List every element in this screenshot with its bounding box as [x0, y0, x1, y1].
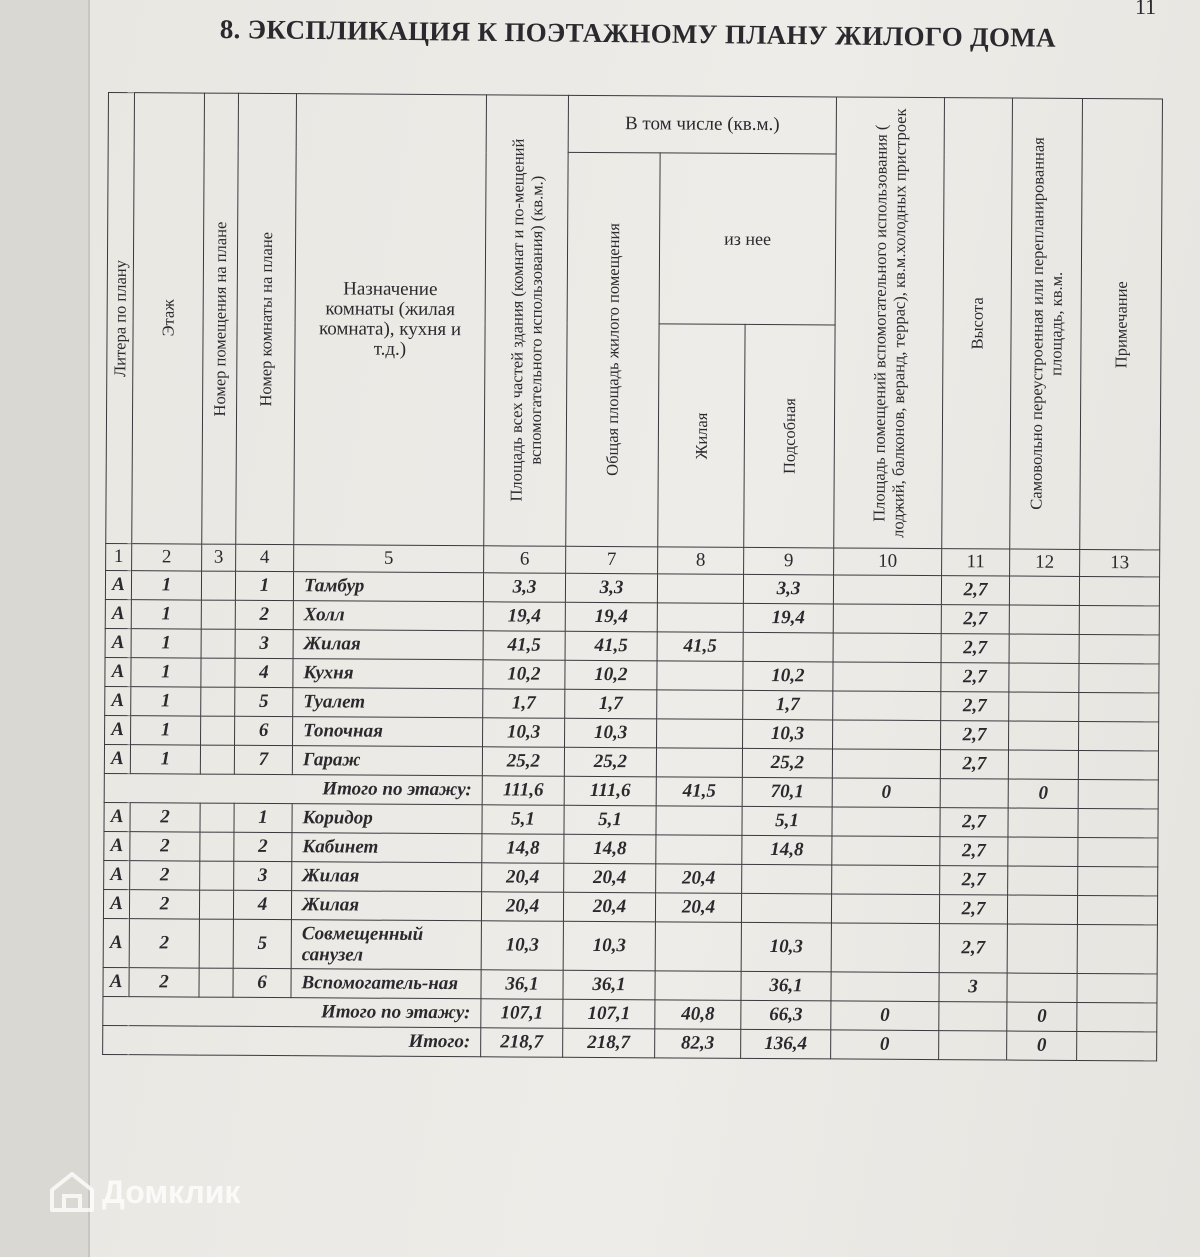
living-area-cell: [657, 661, 743, 691]
total-c10: 0: [831, 1001, 939, 1031]
note-cell: [1079, 605, 1159, 634]
note-cell: [1078, 808, 1158, 837]
room-name-cell: Коридор: [292, 804, 482, 834]
header-c5: Назначение комнаты (жилая комната), кухня и т.д.): [294, 94, 487, 546]
header-c10: Площадь помещений вспомогательного использования ( лоджий, балконов, веранд, террас), кв.м.холодных пристроек: [834, 97, 945, 549]
col-num: 11: [942, 549, 1010, 576]
note-cell: [1079, 692, 1159, 721]
note-cell: [1079, 576, 1159, 605]
floor-cell: 1: [130, 745, 200, 774]
litera-cell: А: [105, 570, 131, 599]
litera-cell: А: [103, 889, 129, 918]
floor2-rows: [103, 802, 1158, 1002]
grand-total-aux: 136,4: [741, 1029, 831, 1059]
height-cell: 2,7: [940, 721, 1008, 750]
col-num: 2: [132, 544, 202, 571]
total-c13: [1078, 779, 1158, 808]
header-c13: Примечание: [1080, 98, 1163, 549]
floor-cell: 2: [129, 890, 199, 919]
room-number-cell: 1: [235, 571, 293, 600]
note-cell: [1077, 924, 1157, 973]
room-number-cell: 6: [235, 716, 293, 745]
note-cell: [1078, 866, 1158, 895]
litera-cell: А: [103, 967, 129, 996]
premise-number-cell: [201, 687, 235, 716]
total-area-cell: 1,7: [565, 689, 657, 719]
grand-total-c12: 0: [1007, 1031, 1077, 1060]
room-number-cell: 3: [235, 629, 293, 658]
height-cell: 2,7: [939, 895, 1007, 924]
aux-use-area-cell: [832, 749, 940, 779]
aux-area-cell: 25,2: [742, 748, 832, 778]
room-name-cell: Жилая: [291, 891, 481, 921]
premise-number-cell: [200, 745, 234, 774]
unauthorized-area-cell: [1007, 895, 1077, 924]
area-cell: 5,1: [482, 805, 564, 835]
area-cell: 20,4: [481, 892, 563, 922]
total-area-cell: 19,4: [565, 602, 657, 632]
header-subgroup: из нее: [659, 153, 836, 325]
living-area-cell: 20,4: [656, 864, 742, 894]
total-area-cell: 41,5: [565, 631, 657, 661]
room-number-cell: 5: [235, 687, 293, 716]
aux-use-area-cell: [833, 662, 941, 692]
grand-total-c10: 0: [831, 1030, 939, 1060]
unauthorized-area-cell: [1007, 924, 1077, 973]
total-c10: 0: [832, 778, 940, 808]
room-number-cell: 2: [235, 600, 293, 629]
litera-cell: А: [104, 860, 130, 889]
col-num: 6: [484, 546, 566, 574]
note-cell: [1079, 663, 1159, 692]
explication-table: [102, 92, 1163, 1061]
aux-use-area-cell: [833, 633, 941, 663]
header-c12: Самовольно переустроенная или перепланированная площадь, кв.м.: [1010, 98, 1083, 549]
note-cell: [1079, 634, 1159, 663]
grand-total-living: 82,3: [655, 1029, 741, 1059]
total-area: 107,1: [481, 999, 563, 1029]
grand-total-label: Итого:: [103, 1025, 481, 1056]
living-area-cell: [656, 806, 742, 836]
total-area-cell: 20,4: [563, 892, 655, 922]
header-c8: Жилая: [658, 324, 745, 547]
premise-number-cell: [201, 716, 235, 745]
header-c6: Площадь всех частей здания (комнат и по-мещений вспомогательного использования) (кв.м.): [484, 95, 569, 546]
header-row-1: [108, 93, 1162, 156]
floor-cell: 1: [131, 600, 201, 629]
total-living: 40,8: [655, 1000, 741, 1030]
unauthorized-area-cell: [1009, 692, 1079, 721]
grand-total-c11: [939, 1031, 1007, 1060]
total-area-cell: 36,1: [563, 970, 655, 1000]
total-aux: 66,3: [741, 1000, 831, 1030]
floor-cell: 1: [131, 571, 201, 600]
floor-cell: 1: [131, 658, 201, 687]
header-c4: Номер комнаты на плане: [236, 93, 297, 544]
floor-cell: 2: [129, 968, 199, 997]
aux-use-area-cell: [833, 575, 941, 605]
living-area-cell: [657, 690, 743, 720]
area-cell: 14,8: [482, 834, 564, 864]
total-c12: 0: [1007, 1002, 1077, 1031]
room-name-cell: Гараж: [292, 746, 482, 776]
total-label: Итого по этажу:: [104, 773, 482, 804]
area-cell: 10,3: [481, 921, 563, 971]
premise-number-cell: [200, 861, 234, 890]
total-label: Итого по этажу:: [103, 996, 481, 1027]
aux-area-cell: 1,7: [743, 690, 833, 720]
unauthorized-area-cell: [1008, 866, 1078, 895]
room-number-cell: 3: [234, 861, 292, 890]
grand-total-row: [103, 1025, 1157, 1060]
premise-number-cell: [199, 968, 233, 997]
height-cell: 2,7: [941, 634, 1009, 663]
aux-use-area-cell: [831, 923, 939, 973]
room-number-cell: 4: [233, 890, 291, 919]
total-aux: 70,1: [742, 777, 832, 807]
floor-cell: 1: [131, 629, 201, 658]
floor-cell: 1: [131, 687, 201, 716]
header-group: В том числе (кв.м.): [568, 95, 836, 154]
note-cell: [1078, 750, 1158, 779]
grand-total-c13: [1077, 1031, 1157, 1060]
area-cell: 1,7: [483, 689, 565, 719]
grand-total-general: 218,7: [563, 1028, 655, 1058]
unauthorized-area-cell: [1007, 973, 1077, 1002]
height-cell: 2,7: [940, 808, 1008, 837]
litera-cell: А: [104, 831, 130, 860]
col-num: 12: [1010, 549, 1080, 576]
area-cell: 41,5: [483, 631, 565, 661]
room-number-cell: 5: [233, 919, 291, 968]
room-number-cell: 2: [234, 832, 292, 861]
floor-cell: 2: [129, 919, 199, 968]
total-area-cell: 25,2: [564, 747, 656, 777]
living-area-cell: 20,4: [655, 893, 741, 923]
living-area-cell: [656, 835, 742, 865]
height-cell: 2,7: [941, 605, 1009, 634]
total-area-cell: 10,3: [563, 921, 655, 971]
col-num: 8: [658, 547, 744, 575]
note-cell: [1077, 973, 1157, 1002]
living-area-cell: 41,5: [657, 632, 743, 662]
premise-number-cell: [201, 658, 235, 687]
total-area-cell: 20,4: [564, 863, 656, 893]
aux-use-area-cell: [833, 604, 941, 634]
area-cell: 25,2: [482, 747, 564, 777]
table-row: [103, 918, 1157, 973]
litera-cell: А: [105, 715, 131, 744]
aux-use-area-cell: [833, 691, 941, 721]
room-name-cell: Совмещенный санузел: [291, 920, 481, 970]
aux-use-area-cell: [832, 836, 940, 866]
room-name-cell: Топочная: [293, 717, 483, 747]
aux-use-area-cell: [831, 972, 939, 1002]
aux-area-cell: 5,1: [742, 806, 832, 836]
premise-number-cell: [200, 832, 234, 861]
total-c13: [1077, 1002, 1157, 1031]
col-num: 1: [106, 543, 132, 570]
total-general: 107,1: [563, 999, 655, 1029]
premise-number-cell: [201, 600, 235, 629]
total-area-cell: 14,8: [564, 834, 656, 864]
unauthorized-area-cell: [1008, 837, 1078, 866]
domclick-watermark: [50, 1172, 240, 1212]
litera-cell: А: [105, 686, 131, 715]
height-cell: 2,7: [940, 837, 1008, 866]
litera-cell: А: [104, 744, 130, 773]
header-c9: Подсобная: [744, 325, 835, 548]
premise-number-cell: [199, 890, 233, 919]
aux-area-cell: 36,1: [741, 971, 831, 1001]
total-area-cell: 10,2: [565, 660, 657, 690]
col-num: 4: [236, 544, 294, 571]
floor-cell: 2: [130, 832, 200, 861]
aux-use-area-cell: [833, 720, 941, 750]
area-cell: 10,3: [483, 718, 565, 748]
header-c3: Номер помещения на плане: [202, 93, 239, 544]
litera-cell: А: [105, 599, 131, 628]
litera-cell: А: [105, 657, 131, 686]
living-area-cell: [655, 922, 741, 972]
total-living: 41,5: [656, 777, 742, 807]
room-name-cell: Туалет: [293, 688, 483, 718]
room-name-cell: Жилая: [293, 630, 483, 660]
room-name-cell: Жилая: [292, 862, 482, 892]
aux-area-cell: [743, 632, 833, 662]
col-num: 7: [566, 546, 658, 574]
height-cell: 2,7: [940, 866, 1008, 895]
height-cell: 3: [939, 973, 1007, 1002]
room-name-cell: Холл: [293, 601, 483, 631]
litera-cell: А: [103, 918, 129, 967]
height-cell: 2,7: [941, 692, 1009, 721]
aux-use-area-cell: [832, 807, 940, 837]
room-name-cell: Кухня: [293, 659, 483, 689]
living-area-cell: [657, 719, 743, 749]
height-cell: 2,7: [941, 663, 1009, 692]
aux-area-cell: 14,8: [742, 835, 832, 865]
area-cell: 36,1: [481, 970, 563, 1000]
note-cell: [1078, 837, 1158, 866]
aux-area-cell: 10,3: [741, 922, 831, 972]
note-cell: [1078, 721, 1158, 750]
aux-area-cell: 3,3: [743, 574, 833, 604]
aux-area-cell: 10,3: [743, 719, 833, 749]
room-number-cell: 7: [234, 745, 292, 774]
col-num: 3: [202, 544, 236, 571]
header-c2: Этаж: [132, 93, 205, 544]
page-number: 11: [1135, 0, 1157, 19]
house-logo-icon: [50, 1172, 94, 1212]
unauthorized-area-cell: [1009, 663, 1079, 692]
unauthorized-area-cell: [1009, 576, 1079, 605]
aux-use-area-cell: [832, 865, 940, 895]
aux-area-cell: [742, 864, 832, 894]
premise-number-cell: [199, 919, 233, 968]
room-number-cell: 6: [233, 968, 291, 997]
col-num: 9: [744, 547, 834, 575]
total-area-cell: 5,1: [564, 805, 656, 835]
header-c7: Общая площадь жилого помещения: [566, 152, 660, 547]
floor-cell: 2: [130, 861, 200, 890]
document-title: 8. ЭКСПЛИКАЦИЯ К ПОЭТАЖНОМУ ПЛАНУ ЖИЛОГО ДОМА: [219, 14, 1057, 53]
floor-cell: 2: [130, 803, 200, 832]
watermark-text: Домклик: [102, 1173, 241, 1210]
total-area: 111,6: [482, 776, 564, 806]
room-name-cell: Вспомогатель-ная: [291, 969, 481, 999]
premise-number-cell: [201, 629, 235, 658]
total-c12: 0: [1008, 779, 1078, 808]
col-num: 13: [1080, 549, 1160, 576]
area-cell: 19,4: [483, 602, 565, 632]
total-c11: [940, 779, 1008, 808]
unauthorized-area-cell: [1008, 808, 1078, 837]
living-area-cell: [656, 748, 742, 778]
col-num: 5: [294, 545, 484, 573]
height-cell: 2,7: [941, 576, 1009, 605]
living-area-cell: [657, 603, 743, 633]
room-number-cell: 4: [235, 658, 293, 687]
note-cell: [1077, 895, 1157, 924]
premise-number-cell: [201, 571, 235, 600]
premise-number-cell: [200, 803, 234, 832]
room-number-cell: 1: [234, 803, 292, 832]
unauthorized-area-cell: [1008, 721, 1078, 750]
room-name-cell: Кабинет: [292, 833, 482, 863]
aux-area-cell: 19,4: [743, 603, 833, 633]
unauthorized-area-cell: [1009, 634, 1079, 663]
total-area-cell: 3,3: [565, 573, 657, 603]
total-area-cell: 10,3: [565, 718, 657, 748]
area-cell: 3,3: [483, 573, 565, 603]
living-area-cell: [655, 971, 741, 1001]
litera-cell: А: [104, 802, 130, 831]
floor1-rows: [104, 570, 1159, 779]
litera-cell: А: [105, 628, 131, 657]
total-general: 111,6: [564, 776, 656, 806]
living-area-cell: [657, 574, 743, 604]
grand-total-area: 218,7: [481, 1028, 563, 1058]
height-cell: 2,7: [939, 924, 1007, 973]
aux-use-area-cell: [831, 894, 939, 924]
room-name-cell: Тамбур: [293, 572, 483, 602]
aux-area-cell: [741, 893, 831, 923]
header-c1: Литера по плану: [106, 93, 135, 544]
floor-cell: 1: [131, 716, 201, 745]
area-cell: 20,4: [482, 863, 564, 893]
aux-area-cell: 10,2: [743, 661, 833, 691]
unauthorized-area-cell: [1008, 750, 1078, 779]
unauthorized-area-cell: [1009, 605, 1079, 634]
col-num: 10: [834, 548, 942, 576]
header-c11: Высота: [942, 98, 1013, 549]
total-c11: [939, 1002, 1007, 1031]
area-cell: 10,2: [483, 660, 565, 690]
height-cell: 2,7: [940, 750, 1008, 779]
